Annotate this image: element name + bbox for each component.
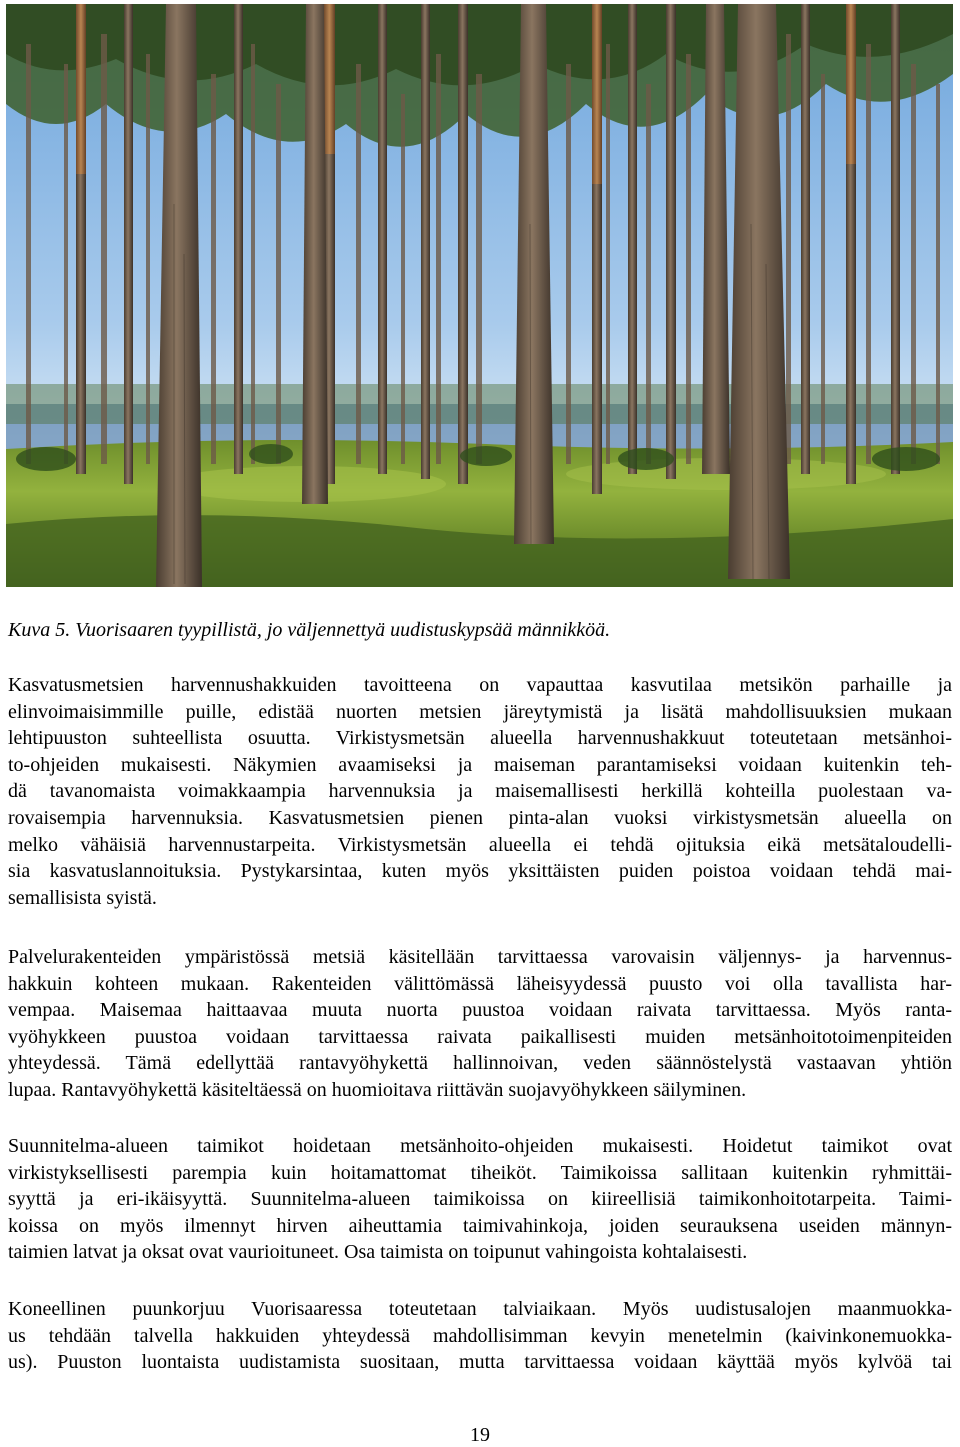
text-line: dä tavanomaista voimakkaampia harvennuksia ja maisemallisesti herkillä kohteilla puolestaan va- bbox=[8, 780, 952, 803]
paragraph-seedling-stands bbox=[8, 1133, 952, 1266]
text-line: hakkuin kohteen mukaan. Rakenteiden välittömässä läheisyydessä puusto voi olla tavallista har- bbox=[8, 972, 952, 995]
text-line: semallisista syistä. bbox=[8, 886, 157, 909]
text-line: Koneellinen puunkorjuu Vuorisaaressa toteutetaan talviaikaan. Myös uudistusalojen maanmuokka- bbox=[8, 1298, 952, 1320]
text-line: virkistyksellisesti parempia kuin hoitamattomat tiheiköt. Taimikoissa sallitaan kuitenkin ryhmittäi- bbox=[8, 1161, 952, 1184]
text-line: elinvoimaisimmille puille, edistää nuorten metsien järeytymistä ja lisätä mahdollisuuksien mukaan bbox=[8, 700, 952, 723]
text-line: rovaisempia harvennuksia. Kasvatusmetsien pienen pinta-alan vuoksi virkistysmetsän alueella on bbox=[8, 806, 952, 829]
text-line: syyttä ja eri-ikäisyyttä. Suunnitelma-alueen taimikoissa on kiireellisiä taimikonhoitotarpeita. Taimi- bbox=[8, 1188, 952, 1211]
text-line: vyöhykkeen puustoa voidaan tarvittaessa raivata paikallisesti muiden metsänhoitotoimenpiteiden bbox=[8, 1025, 952, 1048]
forest-photo bbox=[6, 4, 953, 587]
text-line: taimien latvat ja oksat ovat vaurioituneet. Osa taimista on toipunut vahingoista kohtalaisesti. bbox=[8, 1241, 748, 1264]
text-line: us). Puuston luontaista uudistamista suositaan, mutta tarvittaessa voidaan käyttää myös kylvöä tai bbox=[8, 1351, 952, 1374]
paragraph-thinning bbox=[8, 672, 952, 911]
text-line: melko vähäisiä harvennustarpeita. Virkistysmetsän alueella ei tehdä ojituksia eikä metsätaloudelli- bbox=[8, 833, 952, 856]
text-line: vempaa. Maisemaa haittaavaa muuta nuorta puustoa voidaan raivata tarvittaessa. Myös ranta- bbox=[8, 999, 952, 1022]
page-number: 19 bbox=[470, 1424, 490, 1446]
text-line: Kasvatusmetsien harvennushakkuiden tavoitteena on vapauttaa kasvutilaa metsikön parhaille ja bbox=[8, 674, 952, 696]
text-line: to-ohjeiden mukaisesti. Näkymien avaamiseksi ja maiseman parantamiseksi voidaan kuitenkin teh- bbox=[8, 753, 952, 776]
text-line: koissa on myös ilmennyt hirven aiheuttamia taimivahinkoja, joiden seurauksena useiden männyn- bbox=[8, 1214, 952, 1237]
figure-caption: Kuva 5. Vuorisaaren tyypillistä, jo väljennettyä uudistuskypsää männikköä. bbox=[8, 619, 611, 641]
text-line: Suunnitelma-alueen taimikot hoidetaan metsänhoito-ohjeiden mukaisesti. Hoidetut taimikot ovat bbox=[8, 1135, 952, 1157]
text-line: Palvelurakenteiden ympäristössä metsiä käsitellään tarvittaessa varovaisin väljennys- ja harvennus- bbox=[8, 946, 952, 968]
text-line: lupaa. Rantavyöhykettä käsiteltäessä on huomioitava riittävän suojavyöhykkeen säilyminen. bbox=[8, 1078, 747, 1101]
paragraph-service-structures bbox=[8, 944, 952, 1104]
paragraph-harvesting bbox=[8, 1296, 952, 1376]
text-line: lehtipuuston suhteellista osuutta. Virkistysmetsän alueella harvennushakkuut toteutetaan metsänhoi- bbox=[8, 727, 952, 750]
forest-photo-drawing bbox=[6, 4, 953, 587]
text-line: yhteydessä. Tämä edellyttää rantavyöhykettä hallinnoivan, veden säännöstelystä vastaavan yhtiön bbox=[8, 1052, 952, 1075]
text-line: sia kasvatuslannoituksia. Pystykarsintaa, kuten myös yksittäisten puiden poistoa voidaan tehdä mai- bbox=[8, 860, 952, 883]
text-line: us tehdään talvella hakkuiden yhteydessä mahdollisimman kevyin menetelmin (kaivinkonemuokka- bbox=[8, 1324, 952, 1347]
